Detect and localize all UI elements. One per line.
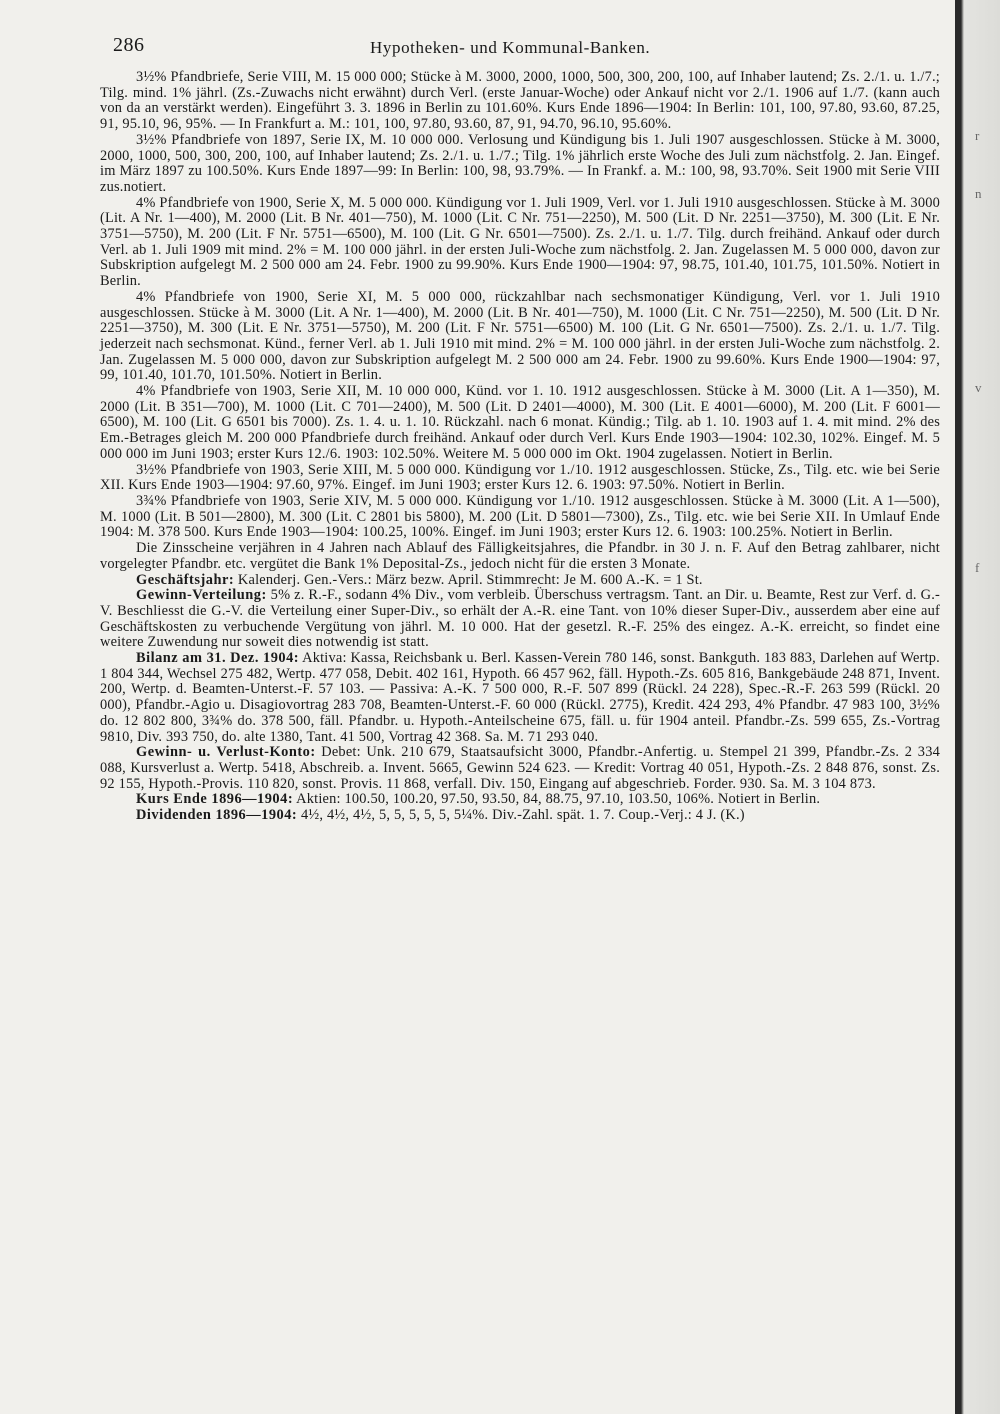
- paragraph-text: 4% Pfandbriefe von 1900, Serie X, M. 5 000 000. Kündigung vor 1. Juli 1909, Verl. vor 1. Juli 1910 ausgeschlossen. Stücke à M. 3000 (Lit. A Nr. 1—400), M. 2000 (Lit. B Nr. 401—750), M. 1000 (Lit. C Nr. 751—2250), M. 500 (Lit. D Nr. 2251—3750), M. 300 (Lit. E Nr. 3751—5750), M. 200 (Lit. F Nr. 5751—6500), M. 100 (Lit. G Nr. 6501—7500). Zs. 2./1. u. 1./7. Tilg. durch freihänd. Ankauf oder durch Verl. ab 1. Juli 1909 mit mind. 2% = M. 100 000 jährl. in der ersten Juli-Woche zum nächstfolg. 2. Jan. Zugelassen M. 5 000 000, davon zur Subskription aufgelegt M. 2 500 000 am 24. Febr. 1900 zu 99.90%. Kurs Ende 1900—1904: 97, 98.75, 101.40, 101.75, 101.50%. Notiert in Berlin.: [100, 194, 940, 290]
- paragraph-text: 3¾% Pfandbriefe von 1903, Serie XIV, M. 5 000 000. Kündigung vor 1./10. 1912 ausgeschlossen. Stücke à M. 3000 (Lit. A 1—500), M. 1000 (Lit. B 501—2800), M. 300 (Lit. C 2801 bis 5800), M. 200 (Lit. D 5801—7300), Zs., Tilg. etc. wie bei Serie XII. In Umlauf Ende 1904: M. 378 500. Kurs Ende 1903—1904: 100.25, 100%. Eingef. im Juni 1903; erster Kurs 12. 6. 1903: 100.25%. Notiert in Berlin.: [100, 492, 940, 541]
- paragraph-text: 4% Pfandbriefe von 1903, Serie XII, M. 10 000 000, Künd. vor 1. 10. 1912 ausgeschlossen. Stücke à M. 3000 (Lit. A 1—350), M. 2000 (Lit. B 351—700), M. 1000 (Lit. C 701—2400), M. 500 (Lit. D 2401—4000), M. 300 (Lit. E 4001—6000), M. 200 (Lit. F 6001—6500), M. 100 (Lit. G 6501 bis 7000). Zs. 1. 4. u. 1. 10. Rückzahl. nach 6 monat. Kündig.; Tilg. ab 1. 10. 1903 auf 1. 4. mit mind. 2% des Em.-Betrages gleich M. 200 000 Pfandbriefe durch freihänd. Ankauf oder durch Verl. Kurs Ende 1903—1904: 102.30, 102%. Eingef. M. 5 000 000 im Juni 1903; erster Kurs 12./6. 1903: 102.50%. Weitere M. 5 000 000 im Okt. 1904 zugelassen. Notiert in Berlin.: [100, 383, 940, 462]
- section-heading: Kurs Ende 1896—1904:: [136, 791, 294, 808]
- edge-fragment: n: [975, 186, 982, 201]
- paragraph-gewinn-verlust-konto: [100, 745, 940, 792]
- paragraph-text: Kalenderj. Gen.-Vers.: März bezw. April. Stimmrecht: Je M. 600 A.-K. = 1 St.: [234, 571, 703, 588]
- paragraph-text: Die Zinsscheine verjähren in 4 Jahren nach Ablauf des Fälligkeitsjahres, die Pfandbr. in 30 J. n. F. Auf den Betrag zahlbarer, nicht vorgelegter Pfandbr. etc. vergütet die Bank 1% Deposital-Zs., jedoch nicht für die ersten 3 Monate.: [100, 540, 940, 572]
- edge-fragment: v: [975, 380, 982, 395]
- section-heading: Dividenden 1896—1904:: [136, 807, 298, 824]
- text-body: [100, 70, 940, 824]
- section-heading: Gewinn-Verteilung:: [136, 587, 267, 604]
- paragraph-serie-ix: [100, 133, 940, 196]
- edge-fragment: f: [975, 560, 980, 575]
- section-heading: Geschäftsjahr:: [136, 571, 235, 588]
- adjacent-page-edge: [955, 0, 1000, 1414]
- edge-fragment: r: [975, 128, 980, 143]
- paragraph-serie-xi: [100, 290, 940, 384]
- paragraph-text: 3½% Pfandbriefe von 1897, Serie IX, M. 10 000 000. Verlosung und Kündigung bis 1. Juli 1907 ausgeschlossen. Stücke à M. 3000, 2000, 1000, 500, 300, 200, 100, auf Inhaber lautend; Zs. 2./1. u. 1./7.; Tilg. 1% jährlich erste Woche des Juli zum nächstfolg. 2. Jan. Eingef. im März 1897 zu 100.50%. Kurs Ende 1897—99: In Berlin: 100, 98, 93.79%. — In Frankf. a. M.: 100, 98, 93.70%. Seit 1900 mit Serie VIII zus.notiert.: [100, 131, 940, 195]
- running-head: Hypotheken- und Kommunal-Banken.: [370, 38, 651, 57]
- section-heading: Bilanz am 31. Dez. 1904:: [136, 650, 300, 667]
- paragraph-kurs-ende: [100, 792, 940, 808]
- paragraph-zinsscheine: [100, 541, 940, 572]
- paragraph-dividenden: [100, 808, 940, 824]
- paragraph-text: Aktiva: Kassa, Reichsbank u. Berl. Kassen-Verein 780 146, sonst. Bankguth. 183 883, Darlehen auf Wertp. 1 804 344, Wechsel 275 482, Wertp. 477 058, Debit. 402 161, Hypoth. 66 457 962, fäll. Hypoth.-Zs. 605 816, Bankgebäude 248 871, Invent. 200, Wertp. d. Beamten-Unterst.-F. 57 103. — Passiva: A.-K. 7 500 000, R.-F. 507 899 (Rückl. 24 228), Spec.-R.-F. 263 599 (Rückl. 20 000), Pfandbr.-Agio u. Disagiovortrag 283 708, Beamten-Unterst.-F. 60 000 (Rückl. 2775), Kredit. 424 293, 4% Pfandbr. 47 983 100, 3½% do. 12 802 800, 3¾% do. 378 500, fäll. Pfandbr. u. Hypoth.-Anteilscheine 675, fäll. u. für 1904 anteil. Pfandbr.-Zs. 599 655, Zs.-Vortrag 9810, Div. 393 750, do. alte 1380, Tant. 41 500, Vortrag 42 368. Sa. M. 71 293 040.: [100, 650, 940, 745]
- paragraph-serie-viii: [100, 70, 940, 133]
- paragraph-geschaeftsjahr: [100, 573, 940, 589]
- section-heading: Gewinn- u. Verlust-Konto:: [136, 744, 316, 761]
- paragraph-serie-xiii: [100, 463, 940, 494]
- paragraph-bilanz: [100, 651, 940, 745]
- paragraph-text: Aktien: 100.50, 100.20, 97.50, 93.50, 84, 88.75, 97.10, 103.50, 106%. Notiert in Berlin.: [293, 791, 821, 808]
- paragraph-text: 3½% Pfandbriefe von 1903, Serie XIII, M. 5 000 000. Kündigung vor 1./10. 1912 ausgeschlossen. Stücke, Zs., Tilg. etc. wie bei Serie XII. Kurs Ende 1903—1904: 97.60, 97%. Eingef. im Juni 1903; erster Kurs 12. 6. 1903: 97.50%. Notiert in Berlin.: [100, 461, 940, 494]
- paragraph-text: 5% z. R.-F., sodann 4% Div., vom verbleib. Überschuss vertragsm. Tant. an Dir. u. Beamte, Rest zur Verf. d. G.-V. Beschliesst die G.-V. die Verteilung einer Super-Div., so erhält der A.-R. eine Tant. von 10% dieser Super-Div., ausserdem aber eine auf Geschäftskosten zu verbuchende Vergütung von jährl. M. 10 000. Hat der gesetzl. R.-F. 25% des eingez. A.-K. erreicht, so findet eine weitere Zuwendung nur soweit dies notwendig ist statt.: [100, 587, 940, 651]
- paragraph-text: Debet: Unk. 210 679, Staatsaufsicht 3000, Pfandbr.-Anfertig. u. Stempel 21 399, Pfandbr.-Zs. 2 334 088, Kursverlust a. Wertp. 5418, Abschreib. a. Invent. 5665, Gewinn 524 623. — Kredit: Vortrag 40 051, Hypoth.-Zs. 2 848 876, sonst. Zs. 92 155, Hypoth.-Provis. 110 820, sonst. Provis. 11 868, verfall. Div. 150, Eingang auf abgeschrieb. Forder. 930. Sa. M. 3 104 873.: [100, 744, 940, 792]
- paragraph-serie-x: [100, 196, 940, 290]
- paragraph-text: 4½, 4½, 4½, 5, 5, 5, 5, 5, 5¼%. Div.-Zahl. spät. 1. 7. Coup.-Verj.: 4 J. (K.): [297, 807, 745, 824]
- paragraph-gewinn-verteilung: [100, 588, 940, 651]
- paragraph-serie-xii: [100, 384, 940, 463]
- paragraph-serie-xiv: [100, 494, 940, 541]
- paragraph-text: 4% Pfandbriefe von 1900, Serie XI, M. 5 000 000, rückzahlbar nach sechsmonatiger Kündigung, Verl. vor 1. Juli 1910 ausgeschlossen. Stücke à M. 3000 (Lit. A Nr. 1—400), M. 2000 (Lit. B Nr. 401—750), M. 1000 (Lit. C Nr. 751—2250), M. 500 (Lit. D Nr. 2251—3750), M. 300 (Lit. E Nr. 3751—5750), M. 200 (Lit. F Nr. 5751—6500) M. 100 (Lit. G Nr. 6501—7500). Zs. 2./1. u. 1./7. Tilg. jederzeit nach sechsmonat. Künd., ferner Verl. ab 1. Juli 1910 mit mind. 2% = M. 100 000 jährl. in der ersten Juli-Woche zum nächstfolg. 2. Jan. Zugelassen M. 5 000 000, davon zur Subskription aufgelegt M. 2 500 000 am 24. Febr. 1900 zu 99.60%. Kurs Ende 1900—1904: 97, 99, 101.40, 101.70, 101.50%. Notiert in Berlin.: [100, 288, 940, 384]
- page-number: 286: [113, 34, 145, 56]
- paragraph-text: 3½% Pfandbriefe, Serie VIII, M. 15 000 000; Stücke à M. 3000, 2000, 1000, 500, 300, 200, 100, auf Inhaber lautend; Zs. 2./1. u. 1./7.; Tilg. mind. 1% jährl. (Zs.-Zuwachs nicht erwähnt) durch Verl. (erste Januar-Woche) oder Ankauf nicht vor 2./1. 1906 auf 1./7. (kann auch von da an verstärkt werden). Eingeführt 3. 3. 1896 in Berlin zu 101.60%. Kurs Ende 1896—1904: In Berlin: 101, 100, 97.80, 93.60, 87.25, 91, 95.10, 96, 95%. — In Frankfurt a. M.: 101, 100, 97.80, 93.60, 87, 91, 94.70, 96.10, 95.60%.: [100, 69, 940, 133]
